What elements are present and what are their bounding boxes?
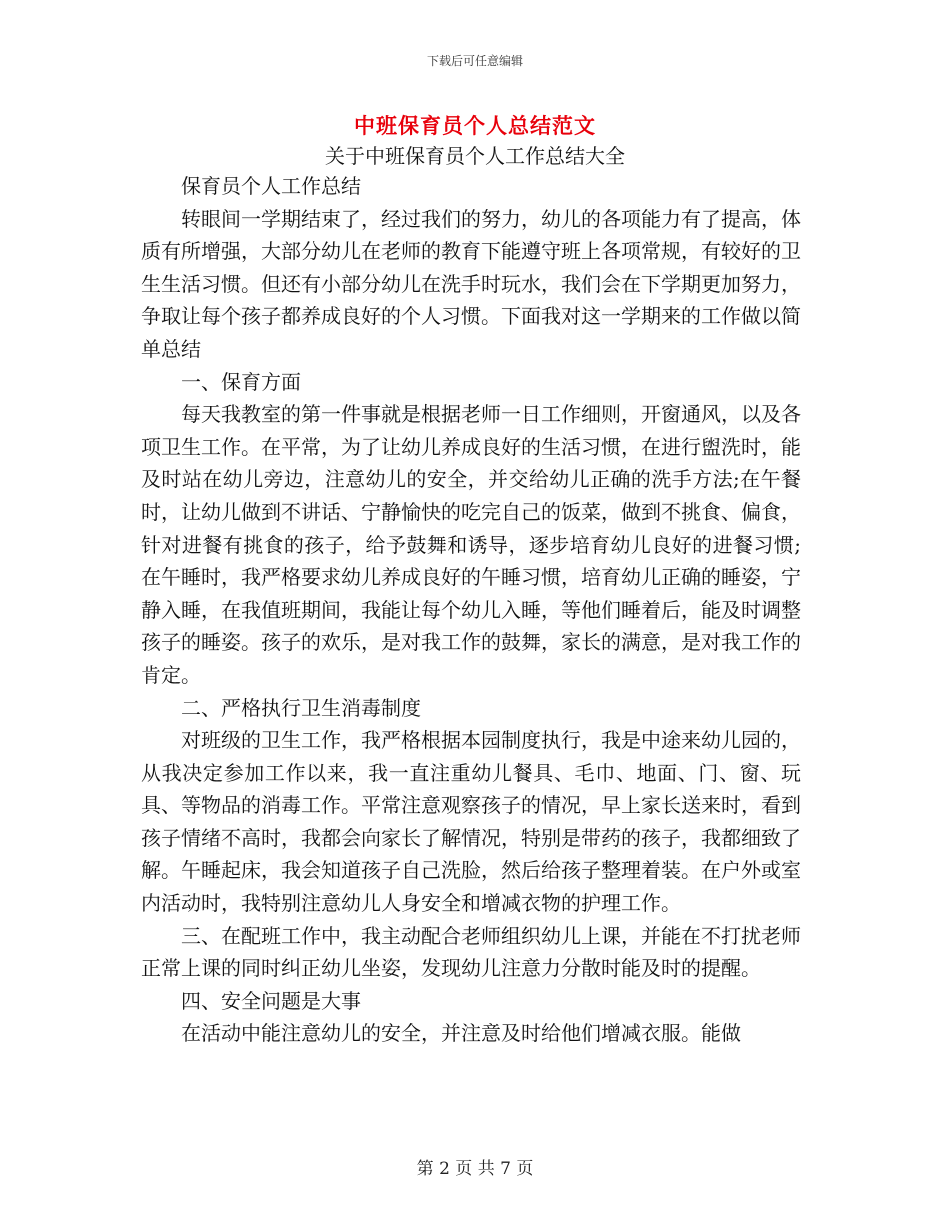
body-paragraph: 三、在配班工作中，我主动配合老师组织幼儿上课，并能在不打扰老师正常上课的同时纠正幼儿坐姿，发现幼儿注意力分散时能及时的提醒。 xyxy=(141,923,801,981)
page-number: 第 2 页 共 7 页 xyxy=(416,1159,534,1179)
section-heading: 保育员个人工作总结 xyxy=(181,174,361,198)
section-heading: 一、保育方面 xyxy=(181,369,301,394)
section-heading: 二、严格执行卫生消毒制度 xyxy=(181,695,421,720)
section-heading: 四、安全问题是大事 xyxy=(181,988,361,1013)
document-title: 中班保育员个人总结范文 xyxy=(354,114,596,138)
body-paragraph: 转眼间一学期结束了，经过我们的努力，幼儿的各项能力有了提高，体质有所增强，大部分幼儿在老师的教育下能遵守班上各项常规，有较好的卫生生活习惯。但还有小部分幼儿在洗手时玩水，我们会在下学期更加努力，争取让每个孩子都养成良好的个人习惯。下面我对这一学期来的工作做以简单总结 xyxy=(141,206,801,361)
body-paragraph: 对班级的卫生工作，我严格根据本园制度执行，我是中途来幼儿园的，从我决定参加工作以来，我一直注重幼儿餐具、毛巾、地面、门、窗、玩具、等物品的消毒工作。平常注意观察孩子的情况，早上家长送来时，看到孩子情绪不高时，我都会向家长了解情况，特别是带药的孩子，我都细致了解。午睡起床，我会知道孩子自己洗脸，然后给孩子整理着装。在户外或室内活动时，我特别注意幼儿人身安全和增减衣物的护理工作。 xyxy=(141,728,801,916)
document-body xyxy=(141,170,801,1050)
document-subtitle: 关于中班保育员个人工作总结大全 xyxy=(325,144,625,168)
header-note: 下载后可任意编辑 xyxy=(426,54,523,68)
body-paragraph: 每天我教室的第一件事就是根据老师一日工作细则，开窗通风，以及各项卫生工作。在平常，为了让幼儿养成良好的生活习惯，在进行盥洗时，能及时站在幼儿旁边，注意幼儿的安全，并交给幼儿正确的洗手方法;在午餐时，让幼儿做到不讲话、宁静愉快的吃完自己的饭菜，做到不挑食、偏食，针对进餐有挑食的孩子，给予鼓舞和诱导，逐步培育幼儿良好的进餐习惯;在午睡时，我严格要求幼儿养成良好的午睡习惯，培育幼儿正确的睡姿，宁静入睡，在我值班期间，我能让每个幼儿入睡，等他们睡着后，能及时调整孩子的睡姿。孩子的欢乐，是对我工作的鼓舞，家长的满意，是对我工作的肯定。 xyxy=(141,402,801,687)
body-paragraph: 在活动中能注意幼儿的安全，并注意及时给他们增减衣服。能做 xyxy=(181,1021,741,1046)
